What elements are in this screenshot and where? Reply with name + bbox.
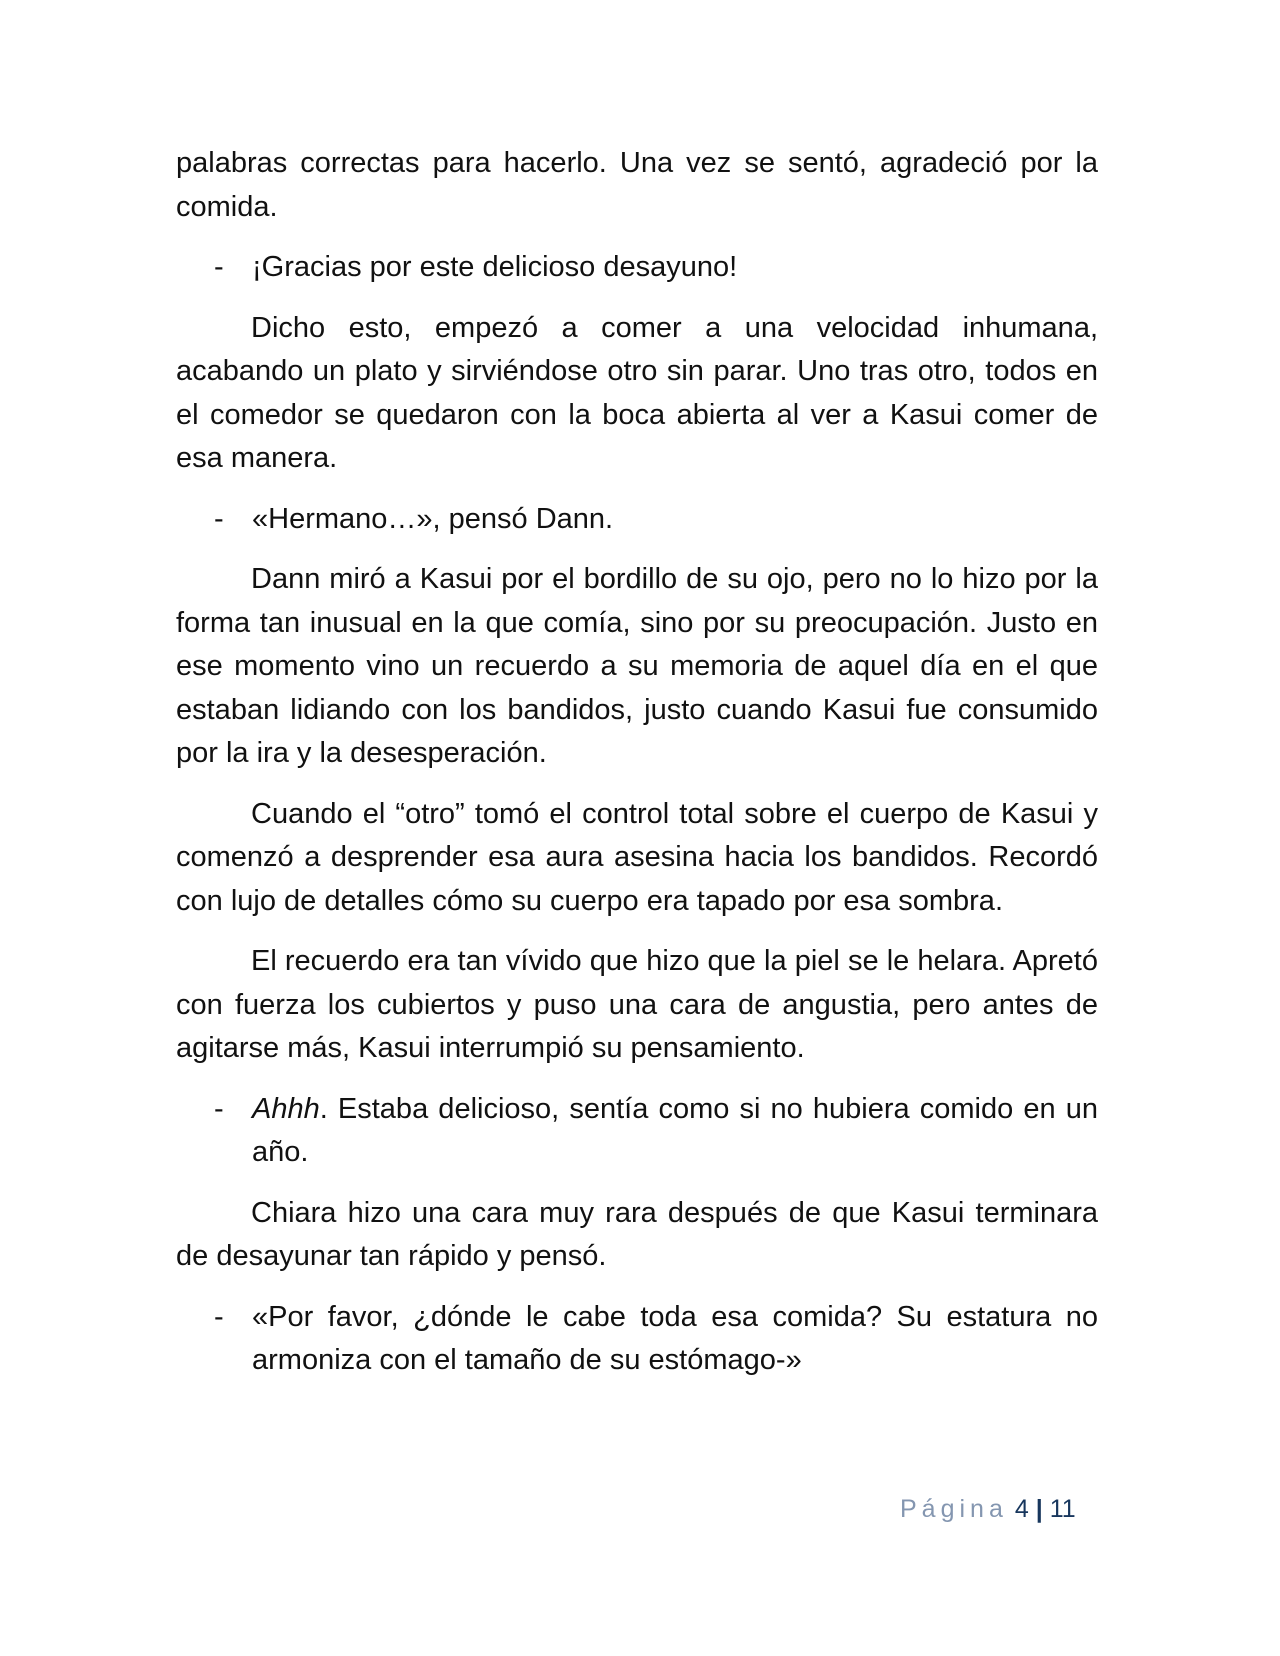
dialogue-text: ¡Gracias por este delicioso desayuno!: [252, 251, 738, 283]
page-body: [176, 142, 1098, 1383]
dialogue-text: «Hermano…», pensó Dann.: [252, 502, 614, 535]
paragraph: Chiara hizo una cara muy rara después de que Kasui terminara de desayunar tan rápido y pensó.: [176, 1196, 1098, 1272]
dialogue-dash: -: [214, 502, 224, 535]
dialogue-dash: -: [214, 1300, 224, 1333]
paragraph: Dann miró a Kasui por el bordillo de su ojo, pero no lo hizo por la forma tan inusual en la que comía, sino por su preocupación. Justo en ese momento vino un recuerdo a su memoria de aquel día en el que estaban lidiando con los bandidos, justo cuando Kasui fue consumido por la ira y la desesperación.: [176, 563, 1098, 769]
dialogue-line: [176, 1088, 1098, 1175]
dialogue-line: [176, 498, 1098, 542]
paragraph: Dicho esto, empezó a comer a una velocidad inhumana, acabando un plato y sirviéndose otro sin parar. Uno tras otro, todos en el comedor se quedaron con la boca abierta al ver a Kasui comer de esa manera.: [176, 311, 1098, 474]
dialogue-dash: -: [214, 1092, 224, 1125]
dialogue-dash: -: [214, 251, 224, 283]
paragraph: El recuerdo era tan vívido que hizo que la piel se le helara. Apretó con fuerza los cubiertos y puso una cara de angustia, pero antes de agitarse más, Kasui interrumpió su pensamiento.: [176, 945, 1098, 1064]
paragraph: palabras correctas para hacerlo. Una vez se sentó, agradeció por la comida.: [176, 147, 1098, 223]
paragraph: Cuando el “otro” tomó el control total sobre el cuerpo de Kasui y comenzó a desprender esa aura asesina hacia los bandidos. Recordó con lujo de detalles cómo su cuerpo era tapado por esa sombra.: [176, 797, 1098, 917]
page-label: Página: [900, 1495, 1008, 1523]
dialogue-line: [176, 246, 1098, 290]
dialogue-line: [176, 1296, 1098, 1383]
dialogue-text: [252, 1088, 1098, 1175]
page-footer: [900, 1494, 1076, 1524]
page-separator: |: [1035, 1495, 1043, 1523]
page-total: 11: [1049, 1495, 1076, 1523]
dialogue-text: «Por favor, ¿dónde le cabe toda esa comida? Su estatura no armoniza con el tamaño de su estómago-»: [252, 1300, 1098, 1376]
dialogue-rest: . Estaba delicioso, sentía como si no hubiera comido en un año.: [252, 1092, 1098, 1168]
dialogue-emphasis: Ahhh: [252, 1092, 320, 1125]
page-number: 4: [1014, 1495, 1029, 1523]
